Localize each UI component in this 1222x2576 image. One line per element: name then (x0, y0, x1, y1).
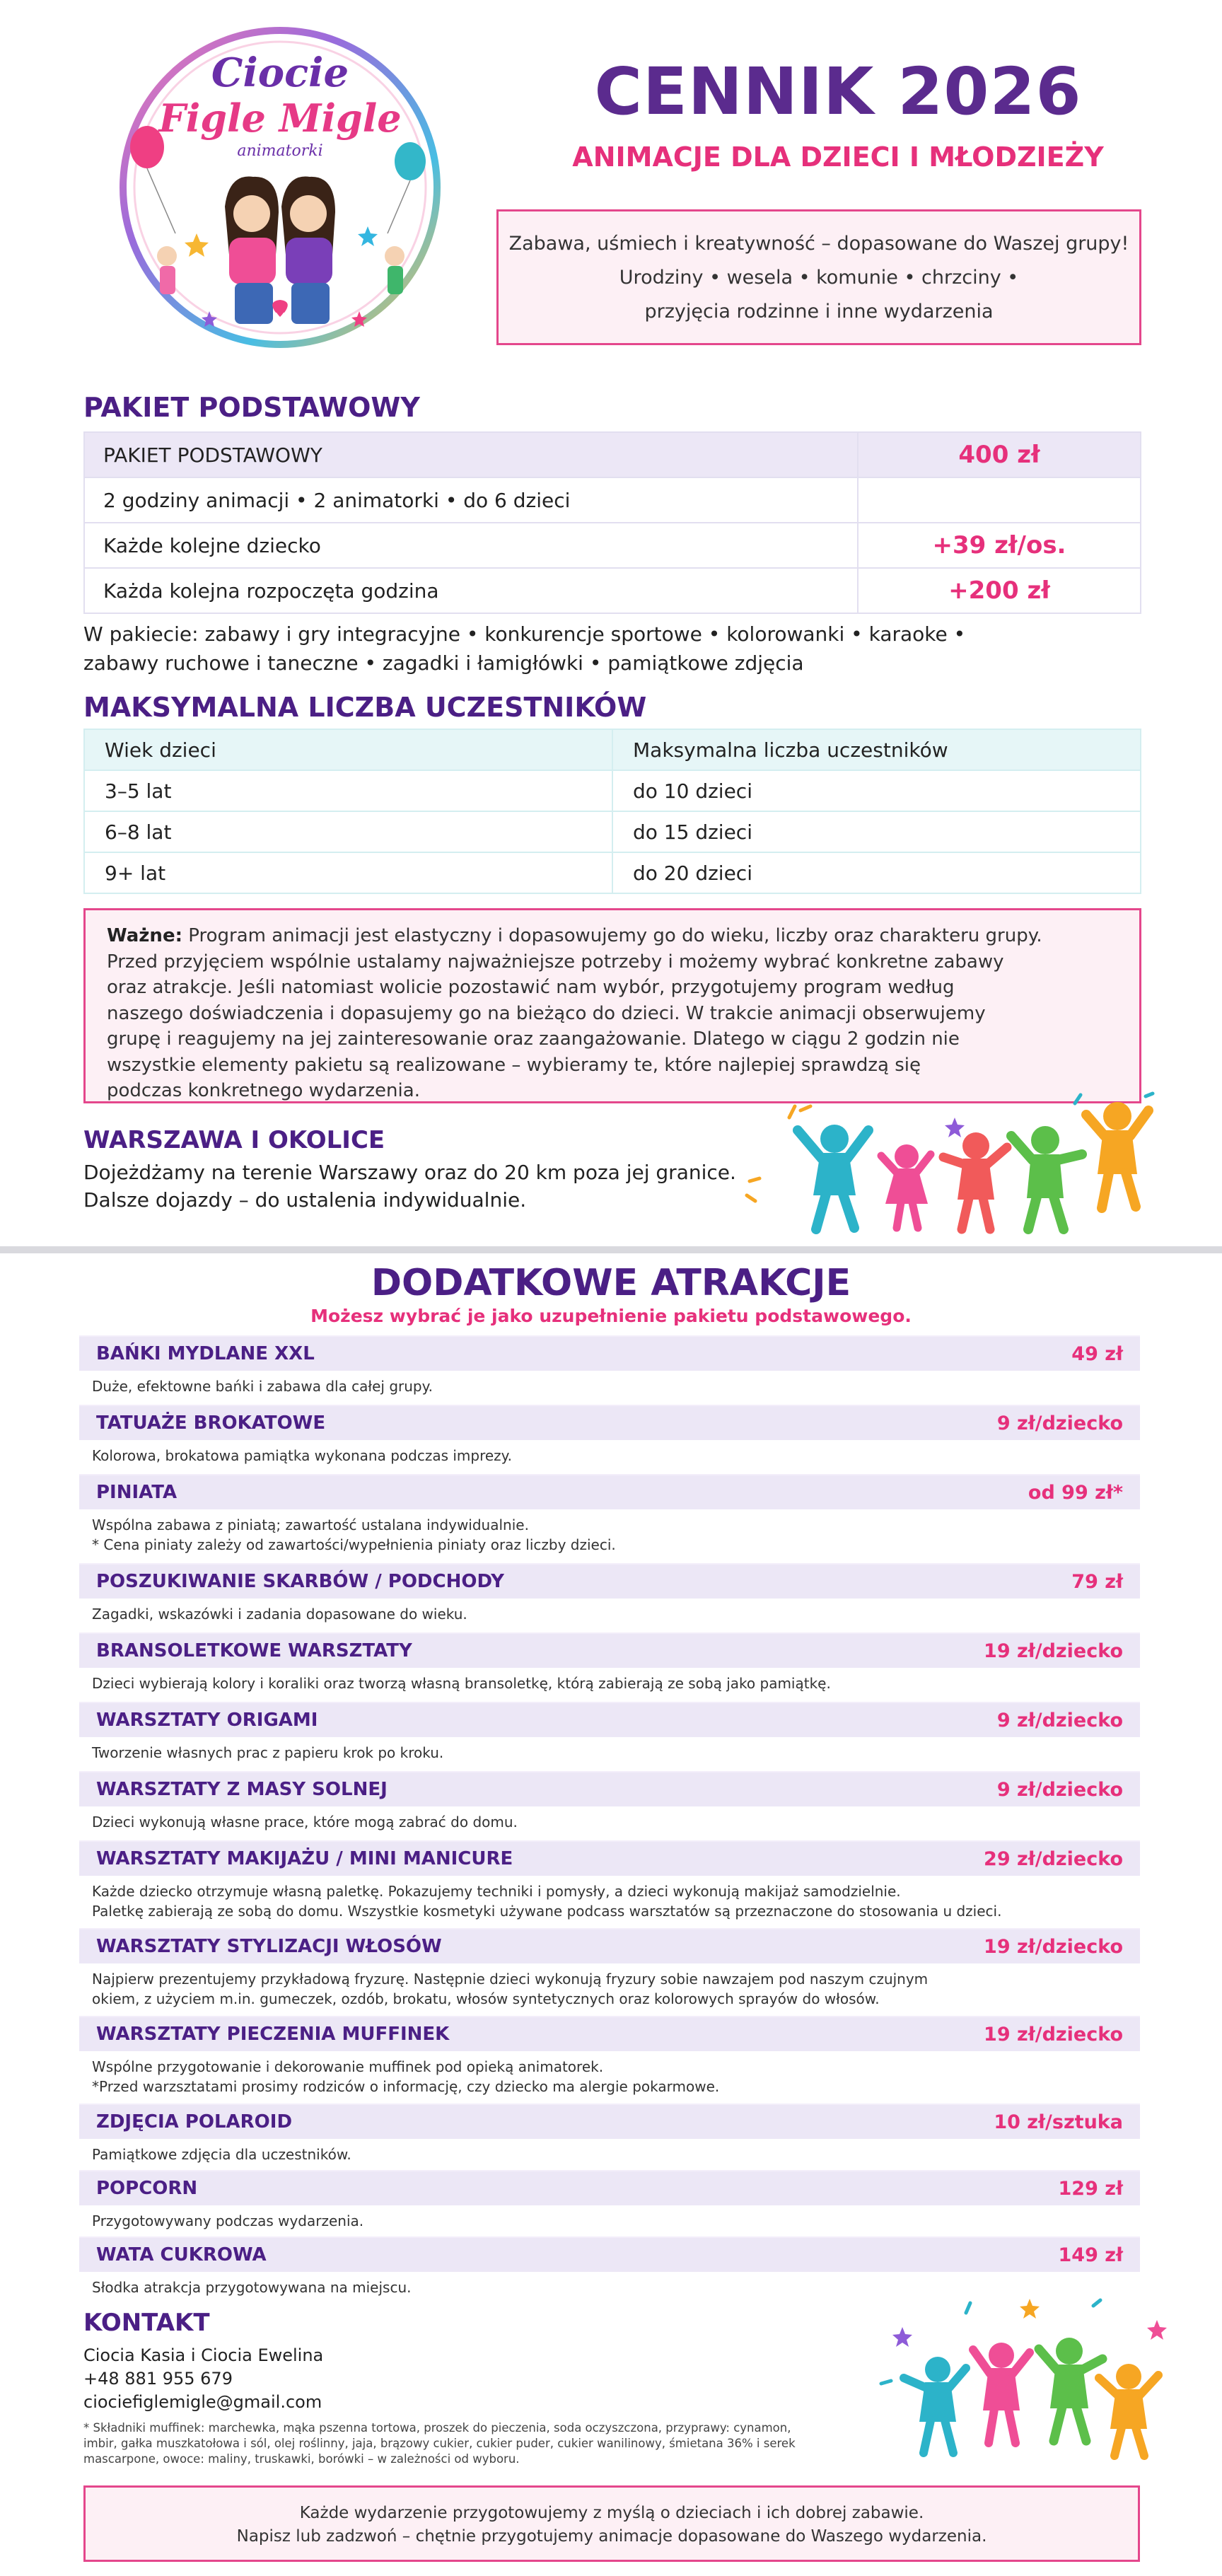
attraction-description (92, 1812, 1139, 1832)
note-label: Ważne: (107, 925, 182, 946)
attraction-price: od 99 zł* (1028, 1481, 1123, 1504)
attraction-name: WARSZTATY PIECZENIA MUFFINEK (96, 2024, 450, 2045)
dancing-kids-illustration (860, 2278, 1185, 2468)
max-cell: do 20 dzieci (612, 852, 1141, 893)
attraction-price: 9 zł/dziecko (996, 1412, 1123, 1434)
attraction-row (79, 2170, 1140, 2205)
includes-line: W pakiecie: zabawy i gry integracyjne • konkurencje sportowe • kolorowanki • karaoke • (83, 622, 966, 646)
area-text (83, 1159, 736, 1214)
attraction-name: POPCORN (96, 2178, 198, 2199)
footnote-line: * Składniki muffinek: marchewka, mąka pszenna tortowa, proszek do pieczenia, soda oczyszczona, przyprawy: cynamon, (83, 2421, 791, 2435)
attraction-description (92, 1376, 1139, 1396)
closing-line: Każde wydarzenie przygotowujemy z myślą o dzieciach i ich dobrej zabawie. (299, 2504, 924, 2522)
description-line: Każde dziecko otrzymuje własną paletkę. Pokazujemy techniki i pomysły, a dzieci wykonują makijaż samodzielnie. (92, 1883, 901, 1900)
kid-figure (904, 2357, 966, 2453)
attraction-name: WARSZTATY STYLIZACJI WŁOSÓW (96, 1936, 442, 1957)
attraction-description (92, 1515, 1139, 1555)
row-price (858, 477, 1141, 523)
note-line: podczas konkretnego wydarzenia. (107, 1080, 420, 1101)
logo-text-ciocie: Ciocie (211, 50, 349, 96)
table-row (84, 852, 1141, 893)
area-heading: WARSZAWA I OKOLICE (83, 1126, 385, 1154)
page-title: CENNIK 2026 (594, 54, 1082, 129)
table-row (84, 523, 1141, 568)
attraction-price: 149 zł (1058, 2244, 1123, 2266)
contact-names: Ciocia Kasia i Ciocia Ewelina (83, 2345, 324, 2365)
row-label: PAKIET PODSTAWOWY (84, 432, 858, 477)
attraction-name: BAŃKI MYDLANE XXL (96, 1343, 315, 1364)
attraction-price: 19 zł/dziecko (984, 1640, 1123, 1662)
attraction-price: 9 zł/dziecko (996, 1778, 1123, 1801)
table-header-row (84, 729, 1141, 770)
attraction-row (79, 1632, 1140, 1668)
description-line: Pamiątkowe zdjęcia dla uczestników. (92, 2146, 351, 2163)
attraction-name: PINIATA (96, 1482, 178, 1503)
footnote-line: mascarpone, owoce: maliny, truskawki, borówki – w zależności od wyboru. (83, 2452, 520, 2466)
description-line: Kolorowa, brokatowa pamiątka wykonana podczas imprezy. (92, 1447, 513, 1464)
kid-figure (1086, 1102, 1148, 1208)
logo-text-animatorki: animatorki (237, 142, 323, 160)
description-line: Zagadki, wskazówki i zadania dopasowane do wieku. (92, 1606, 467, 1623)
note-line: grupę i reagujemy na jej zainteresowanie oraz zaangażowanie. Dlatego w ciągu 2 godzin nie (107, 1028, 960, 1050)
attraction-name: WARSZTATY Z MASY SOLNEJ (96, 1779, 388, 1800)
attraction-name: WATA CUKROWA (96, 2244, 267, 2265)
note-line: wszystkie elementy pakietu są realizowane – wybieramy te, które najlepiej sprawdzą się (107, 1054, 921, 1076)
package-includes (83, 620, 1151, 678)
attraction-row (79, 1335, 1140, 1371)
description-line: Dzieci wybierają kolory i koraliki oraz tworzą własną bransoletkę, którą zabierają ze sobą jako pamiątkę. (92, 1675, 831, 1692)
dancing-kids-illustration (721, 1075, 1160, 1238)
attraction-description (92, 1969, 1139, 2009)
attraction-price: 9 zł/dziecko (996, 1709, 1123, 1731)
note-line: Przed przyjęciem wspólnie ustalamy najważniejsze potrzeby i możemy wybrać konkretne zabawy (107, 951, 1004, 973)
attraction-price: 49 zł (1071, 1342, 1123, 1365)
note-first-line: Program animacji jest elastyczny i dopasowujemy go do wieku, liczby oraz charakteru grupy. (182, 925, 1042, 946)
attraction-description (92, 1881, 1139, 1921)
attraction-description (92, 1604, 1139, 1624)
description-line: Słodka atrakcja przygotowywana na miejscu. (92, 2279, 412, 2296)
description-line: Tworzenie własnych prac z papieru krok po kroku. (92, 1744, 444, 1761)
contact-email[interactable]: ciociefiglemigle@gmail.com (83, 2392, 322, 2412)
description-line: Wspólne przygotowanie i dekorowanie muffinek pod opieką animatorek. (92, 2058, 604, 2075)
description-line: okiem, z użyciem m.in. gumeczek, ozdób, brokatu, włosów syntetycznych oraz kolorowych sprayów do włosów. (92, 1990, 880, 2007)
page-subtitle: ANIMACJE DLA DZIECI I MŁODZIEŻY (572, 141, 1104, 173)
attraction-row (79, 1702, 1140, 1737)
kid-figure (1099, 2364, 1158, 2456)
description-line: Wspólna zabawa z piniatą; zawartość ustalana indywidualnie. (92, 1516, 529, 1533)
age-cell: 9+ lat (84, 852, 612, 893)
kid-figure (943, 1132, 1007, 1229)
row-label: Każda kolejna rozpoczęta godzina (84, 568, 858, 613)
kid-figure (1011, 1126, 1082, 1229)
attraction-row (79, 2104, 1140, 2139)
attraction-description (92, 1673, 1139, 1693)
table-row (84, 477, 1141, 523)
attraction-description (92, 2211, 1139, 2231)
description-line: Dzieci wykonują własne prace, które mogą zabrać do domu. (92, 1814, 518, 1831)
intro-box (496, 209, 1141, 345)
attraction-price: 29 zł/dziecko (984, 1847, 1123, 1870)
participants-table (83, 729, 1141, 894)
attraction-description (92, 1446, 1139, 1466)
area-line: Dalsze dojazdy – do ustalenia indywidualnie. (83, 1188, 527, 1212)
closing-line: Napisz lub zadzwoń – chętnie przygotujemy animacje dopasowane do Waszego wydarzenia. (236, 2527, 987, 2546)
attraction-price: 10 zł/sztuka (994, 2111, 1123, 2133)
page-divider (0, 1246, 1222, 1253)
table-row (84, 770, 1141, 811)
basic-package-heading: PAKIET PODSTAWOWY (83, 392, 420, 423)
intro-line: Zabawa, uśmiech i kreatywność – dopasowane do Waszej grupy! (508, 233, 1129, 255)
attraction-description (92, 2057, 1139, 2096)
extras-subheading: Możesz wybrać je jako uzupełnienie pakietu podstawowego. (310, 1306, 912, 1326)
attraction-row (79, 1840, 1140, 1876)
max-cell: do 10 dzieci (612, 770, 1141, 811)
attraction-description (92, 2145, 1139, 2164)
intro-line: przyjęcia rodzinne i inne wydarzenia (644, 301, 994, 323)
description-line: Duże, efektowne bańki i zabawa dla całej grupy. (92, 1378, 433, 1395)
muffin-ingredients-footnote (83, 2420, 847, 2467)
attraction-row (79, 1771, 1140, 1806)
row-label: Każde kolejne dziecko (84, 523, 858, 568)
note-line: naszego doświadczenia i dopasujemy go na bieżąco do dzieci. W trakcie animacji obserwujemy (107, 1002, 986, 1024)
attraction-row (79, 1405, 1140, 1440)
kid-figure (973, 2343, 1030, 2443)
closing-box (83, 2485, 1140, 2562)
attraction-price: 19 zł/dziecko (984, 1935, 1123, 1958)
contact-details (83, 2344, 323, 2414)
column-header: Maksymalna liczba uczestników (612, 729, 1141, 770)
max-cell: do 15 dzieci (612, 811, 1141, 852)
area-line: Dojeżdżamy na terenie Warszawy oraz do 20 km poza jej granice. (83, 1161, 736, 1184)
important-note (83, 908, 1141, 1103)
attraction-name: POSZUKIWANIE SKARBÓW / PODCHODY (96, 1571, 504, 1592)
row-price: 400 zł (858, 432, 1141, 477)
column-header: Wiek dzieci (84, 729, 612, 770)
attraction-row (79, 1474, 1140, 1509)
description-line: * Cena piniaty zależy od zawartości/wypełnienia piniaty oraz liczby dzieci. (92, 1536, 616, 1553)
description-line: Paletkę zabierają ze sobą do domu. Wszystkie kosmetyki używane podcass warsztatów są przeznaczone do stosowania u dzieci. (92, 1903, 1002, 1920)
age-cell: 3–5 lat (84, 770, 612, 811)
row-price: +200 zł (858, 568, 1141, 613)
description-line: *Przed warzsztatami prosimy rodziców o informację, czy dziecko ma alergie pokarmowe. (92, 2078, 720, 2095)
attraction-row (79, 1928, 1140, 1963)
attraction-row (79, 1563, 1140, 1599)
basic-package-table (83, 431, 1141, 614)
intro-line: Urodziny • wesela • komunie • chrzciny • (619, 267, 1019, 289)
table-row (84, 811, 1141, 852)
attraction-row (79, 2236, 1140, 2272)
kid-figure (1039, 2338, 1102, 2441)
logo-text-figle-migle: Figle Migle (158, 95, 402, 141)
attraction-name: BRANSOLETKOWE WARSZTATY (96, 1640, 412, 1661)
contact-phone[interactable]: +48 881 955 679 (83, 2369, 233, 2389)
description-line: Najpierw prezentujemy przykładową fryzurę. Następnie dzieci wykonują fryzury sobie nawzajem pod naszym czujnym (92, 1971, 929, 1988)
attraction-price: 19 zł/dziecko (984, 2023, 1123, 2046)
attraction-price: 79 zł (1071, 1570, 1123, 1593)
table-row (84, 568, 1141, 613)
footnote-line: imbir, gałka muszkatołowa i sól, olej roślinny, jaja, brązowy cukier, cukier puder, cukier wanilinowy, śmietana 36% i serek (83, 2437, 796, 2450)
kid-figure (798, 1125, 868, 1229)
attraction-name: WARSZTATY MAKIJAŻU / MINI MANICURE (96, 1848, 513, 1869)
attraction-name: WARSZTATY ORIGAMI (96, 1710, 318, 1731)
row-label: 2 godziny animacji • 2 animatorki • do 6 dzieci (84, 477, 858, 523)
contact-heading: KONTAKT (83, 2309, 210, 2337)
attraction-price: 129 zł (1058, 2177, 1123, 2200)
ciocie-figle-migle-logo (91, 21, 470, 354)
attraction-name: ZDJĘCIA POLAROID (96, 2111, 293, 2133)
note-line: oraz atrakcje. Jeśli natomiast wolicie pozostawić nam wybór, przygotujemy program według (107, 977, 955, 998)
participants-heading: MAKSYMALNA LICZBA UCZESTNIKÓW (83, 692, 647, 723)
row-price: +39 zł/os. (858, 523, 1141, 568)
note-line (107, 923, 1118, 949)
attraction-row (79, 2016, 1140, 2051)
attraction-description (92, 1743, 1139, 1763)
description-line: Przygotowywany podczas wydarzenia. (92, 2212, 364, 2229)
attraction-name: TATUAŻE BROKATOWE (96, 1412, 326, 1434)
extras-heading: DODATKOWE ATRAKCJE (371, 1262, 851, 1304)
kid-figure (881, 1144, 931, 1228)
table-row (84, 432, 1141, 477)
age-cell: 6–8 lat (84, 811, 612, 852)
includes-line: zabawy ruchowe i taneczne • zagadki i łamigłówki • pamiątkowe zdjęcia (83, 651, 804, 675)
